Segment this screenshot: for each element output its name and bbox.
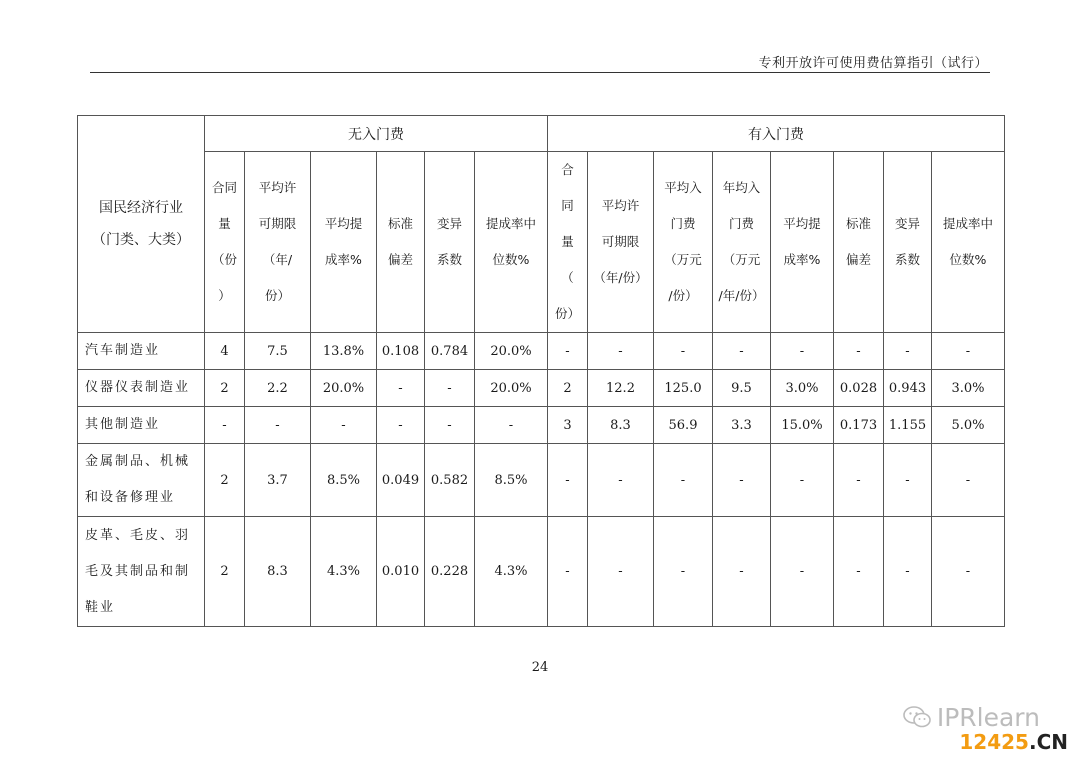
value-cell: 3 (548, 407, 588, 444)
column-header-line: （万元 (722, 252, 761, 267)
column-header-line: 偏差 (387, 252, 413, 267)
industry-line: 汽车制造业 (85, 343, 161, 358)
value-cell: 0.582 (425, 444, 475, 517)
column-header-line: 提成率中 (485, 216, 536, 231)
value-cell: - (425, 370, 475, 407)
column-header-line: 位数% (949, 252, 987, 267)
value-cell: - (932, 333, 1005, 370)
site-logo[interactable] (959, 730, 1068, 754)
value-cell: 13.8% (311, 333, 377, 370)
watermark (903, 703, 1040, 732)
column-header-line: 偏差 (845, 252, 871, 267)
column-header-line: 门费 (728, 216, 754, 231)
column-header (245, 152, 311, 333)
table-row (78, 517, 1005, 627)
header-industry-line: 国民经济行业 (99, 200, 183, 216)
value-cell: 2 (205, 517, 245, 627)
column-header-line: 提成率中 (942, 216, 993, 231)
industry-line: 和设备修理业 (85, 490, 176, 505)
value-cell: 3.0% (771, 370, 834, 407)
value-cell: - (588, 517, 654, 627)
column-header (771, 152, 834, 333)
table-row (78, 407, 1005, 444)
watermark-text: IPRlearn (936, 703, 1040, 732)
column-header-line: 标准 (387, 216, 413, 231)
value-cell: - (884, 333, 932, 370)
logo-number: 12425 (959, 730, 1029, 754)
value-cell: - (834, 444, 884, 517)
column-header (205, 152, 245, 333)
value-cell: 8.5% (475, 444, 548, 517)
column-header (475, 152, 548, 333)
column-header-line: /年/份） (718, 288, 765, 303)
column-header-line: ） (218, 288, 231, 303)
value-cell: 0.943 (884, 370, 932, 407)
column-header-line: 成率% (325, 252, 362, 267)
value-cell: - (245, 407, 311, 444)
column-header-line: 系数 (894, 252, 920, 267)
value-cell: 0.784 (425, 333, 475, 370)
value-cell: 0.108 (377, 333, 425, 370)
column-header-line: 年均入 (722, 180, 761, 195)
column-header-line: 平均许 (601, 198, 640, 213)
column-header-line: （年/ (262, 252, 293, 267)
value-cell: 0.228 (425, 517, 475, 627)
column-header (425, 152, 475, 333)
value-cell: 0.049 (377, 444, 425, 517)
value-cell: 2 (205, 370, 245, 407)
column-header-line: 标准 (845, 216, 871, 231)
industry-cell (78, 407, 205, 444)
value-cell: 1.155 (884, 407, 932, 444)
industry-cell (78, 444, 205, 517)
value-cell: - (932, 444, 1005, 517)
value-cell: 9.5 (713, 370, 771, 407)
value-cell: 3.7 (245, 444, 311, 517)
header-rule (90, 72, 990, 73)
value-cell: - (475, 407, 548, 444)
column-header-line: 合 (561, 162, 574, 177)
value-cell: - (654, 333, 713, 370)
value-cell: 20.0% (475, 370, 548, 407)
value-cell: - (771, 444, 834, 517)
header-industry (78, 116, 205, 333)
column-header-line: 成率% (783, 252, 821, 267)
column-header (654, 152, 713, 333)
value-cell: 0.028 (834, 370, 884, 407)
value-cell: - (311, 407, 377, 444)
value-cell: - (884, 444, 932, 517)
column-header-line: /份） (668, 288, 698, 303)
table-row (78, 444, 1005, 517)
header-industry-line: （门类、大类） (92, 232, 190, 248)
column-header-line: 平均提 (783, 216, 821, 231)
column-header (311, 152, 377, 333)
value-cell: - (771, 333, 834, 370)
column-header (588, 152, 654, 333)
column-header-line: 可期限 (601, 234, 640, 249)
column-header-line: 平均提 (324, 216, 363, 231)
column-header-line: 变异 (894, 216, 920, 231)
industry-line: 仪器仪表制造业 (85, 380, 191, 395)
value-cell: - (654, 517, 713, 627)
column-header-line: 变异 (436, 216, 462, 231)
industry-line: 其他制造业 (85, 417, 161, 432)
value-cell: - (588, 333, 654, 370)
value-cell: - (713, 444, 771, 517)
industry-line: 毛及其制品和制 (85, 563, 191, 579)
wechat-icon (903, 705, 931, 727)
value-cell: - (548, 517, 588, 627)
column-header (834, 152, 884, 333)
industry-cell (78, 370, 205, 407)
table-row (78, 333, 1005, 370)
industry-cell (78, 333, 205, 370)
value-cell: 8.3 (245, 517, 311, 627)
column-header-line: 平均许 (258, 180, 297, 195)
value-cell: 125.0 (654, 370, 713, 407)
value-cell: - (425, 407, 475, 444)
column-header (932, 152, 1005, 333)
column-header-line: 位数% (492, 252, 530, 267)
value-cell: - (713, 333, 771, 370)
industry-line: 金属制品、机械 (85, 454, 191, 469)
value-cell: - (834, 333, 884, 370)
industry-line: 皮革、毛皮、羽 (85, 527, 191, 543)
value-cell: 20.0% (311, 370, 377, 407)
value-cell: 2 (548, 370, 588, 407)
column-header-line: 同 (561, 198, 574, 213)
value-cell: - (377, 370, 425, 407)
column-header-line: 份） (264, 288, 290, 303)
page-number: 24 (531, 660, 549, 675)
value-cell: - (932, 517, 1005, 627)
value-cell: 20.0% (475, 333, 548, 370)
column-header (377, 152, 425, 333)
column-header (713, 152, 771, 333)
column-header-line: 门费 (670, 216, 696, 231)
value-cell: - (654, 444, 713, 517)
column-header-line: （年/份） (593, 270, 648, 285)
column-header-line: 量 (218, 216, 231, 231)
value-cell: 0.010 (377, 517, 425, 627)
value-cell: - (713, 517, 771, 627)
value-cell: - (834, 517, 884, 627)
value-cell: 7.5 (245, 333, 311, 370)
value-cell: 15.0% (771, 407, 834, 444)
value-cell: 56.9 (654, 407, 713, 444)
column-header-line: （份 (211, 252, 237, 267)
industry-line: 鞋业 (85, 599, 116, 615)
table-row (78, 370, 1005, 407)
value-cell: - (548, 444, 588, 517)
column-header (548, 152, 588, 333)
value-cell: 3.0% (932, 370, 1005, 407)
value-cell: - (377, 407, 425, 444)
column-header-line: 合同 (211, 180, 237, 195)
column-header-line: 份） (554, 306, 580, 321)
value-cell: 4.3% (311, 517, 377, 627)
column-header-line: 量 (561, 234, 574, 249)
value-cell: 4 (205, 333, 245, 370)
column-header (884, 152, 932, 333)
column-header-line: 系数 (436, 252, 462, 267)
data-table (77, 115, 1005, 627)
value-cell: - (588, 444, 654, 517)
value-cell: 2 (205, 444, 245, 517)
column-header-line: （万元 (664, 252, 702, 267)
value-cell: - (771, 517, 834, 627)
group-header-fee: 有入门费 (548, 116, 1005, 152)
value-cell: - (205, 407, 245, 444)
column-header-line: 可期限 (258, 216, 297, 231)
industry-cell (78, 517, 205, 627)
value-cell: - (884, 517, 932, 627)
value-cell: 5.0% (932, 407, 1005, 444)
value-cell: 8.3 (588, 407, 654, 444)
header-title: 专利开放许可使用费估算指引（试行） (758, 56, 988, 71)
logo-domain: .CN (1028, 730, 1068, 754)
value-cell: 4.3% (475, 517, 548, 627)
value-cell: - (548, 333, 588, 370)
value-cell: 8.5% (311, 444, 377, 517)
value-cell: 12.2 (588, 370, 654, 407)
value-cell: 3.3 (713, 407, 771, 444)
value-cell: 0.173 (834, 407, 884, 444)
group-header-no-fee: 无入门费 (205, 116, 548, 152)
value-cell: 2.2 (245, 370, 311, 407)
column-header-line: （ (561, 270, 574, 285)
column-header-line: 平均入 (664, 180, 702, 195)
